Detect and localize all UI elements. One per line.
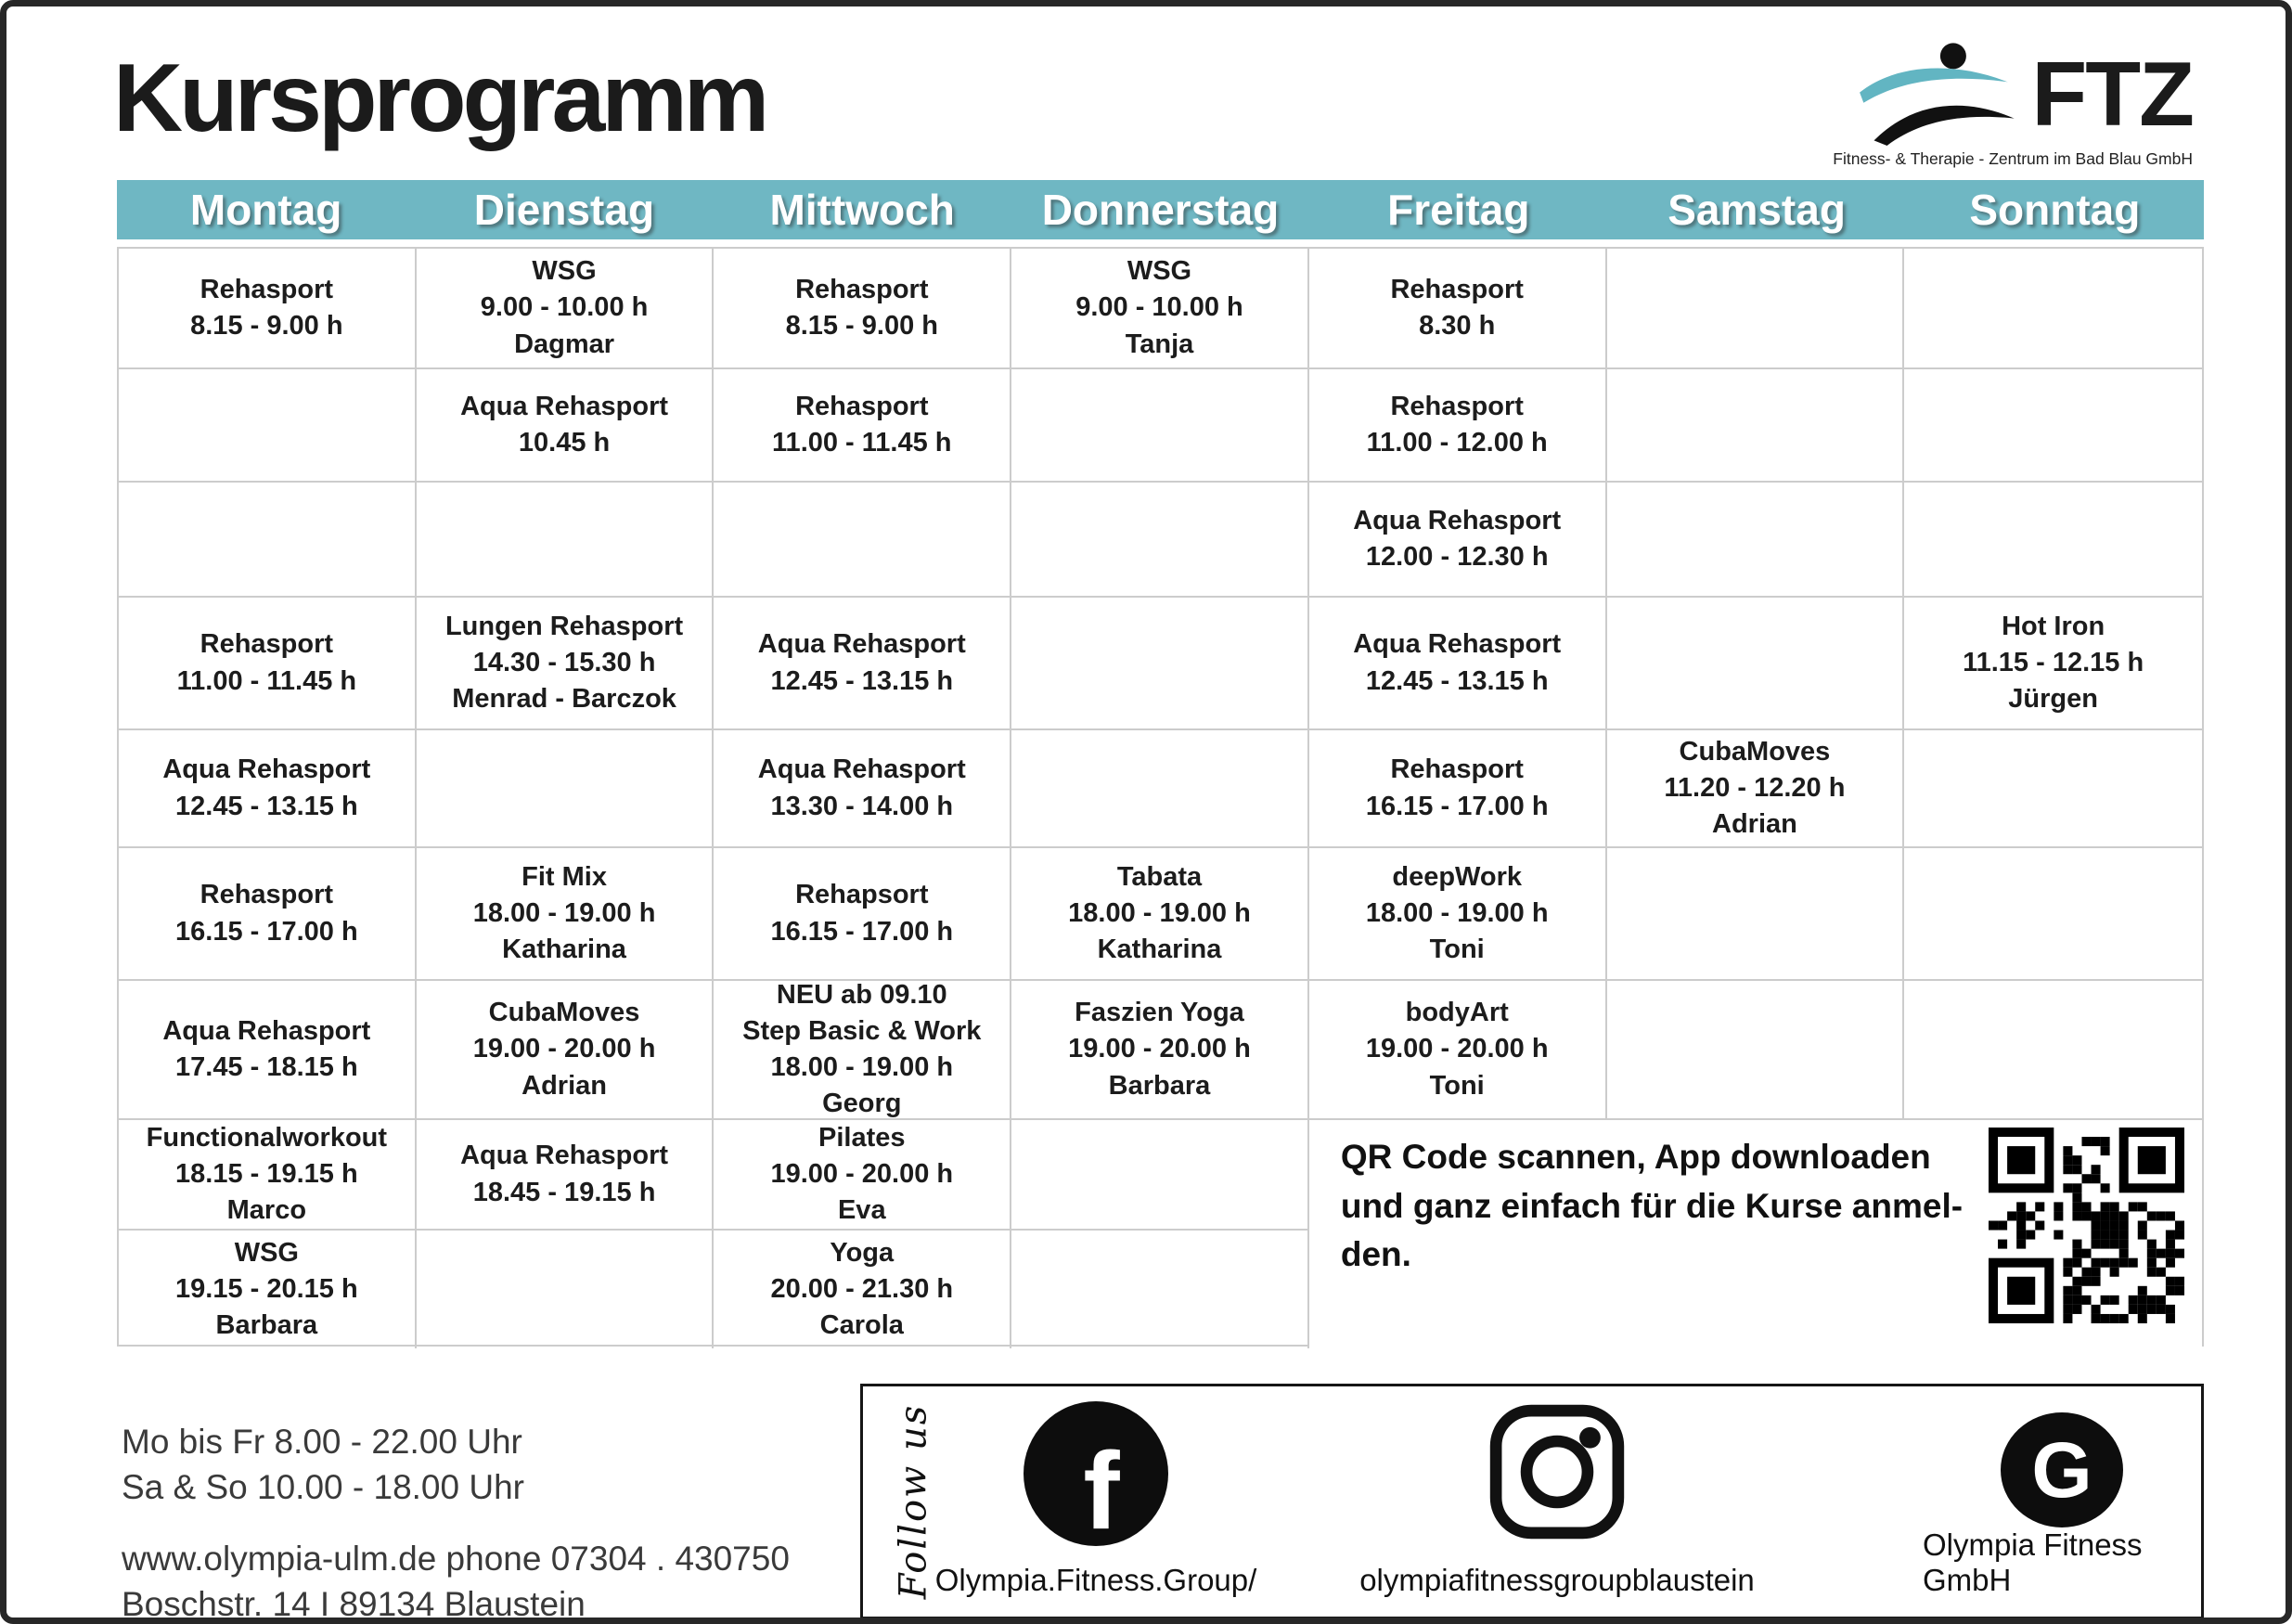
schedule-cell: Rehasport 8.15 - 9.00 h	[714, 249, 1011, 369]
schedule-cell: Aqua Rehasport 12.45 - 13.15 h	[1309, 598, 1607, 730]
schedule-cell	[417, 730, 715, 848]
google-link[interactable]	[1923, 1401, 2201, 1598]
google-label: Olympia Fitness GmbH	[1923, 1527, 2143, 1597]
schedule-cell: Aqua Rehasport 18.45 - 19.15 h	[417, 1120, 715, 1231]
qr-note-line: und ganz einfach für die Kurse anmel-	[1340, 1186, 1964, 1225]
day-donnerstag: Donnerstag	[1041, 186, 1280, 234]
qr-code[interactable]	[1989, 1128, 2184, 1323]
schedule-cell: Aqua Rehasport 12.45 - 13.15 h	[714, 598, 1011, 730]
instagram-icon[interactable]	[1487, 1401, 1628, 1542]
facebook-link[interactable]	[910, 1401, 1281, 1598]
schedule-cell: Aqua Rehasport 12.45 - 13.15 h	[119, 730, 417, 848]
schedule-cell	[1904, 730, 2202, 848]
schedule-cell: Pilates 19.00 - 20.00 h Eva	[714, 1120, 1011, 1231]
schedule-cell: WSG 19.15 - 20.15 h Barbara	[119, 1231, 417, 1348]
day-header-bar	[117, 180, 2204, 239]
schedule-cell: Rehapsort 16.15 - 17.00 h	[714, 848, 1011, 981]
schedule-cell	[1904, 249, 2202, 369]
schedule-cell	[1607, 848, 1905, 981]
day-sonntag: Sonntag	[1969, 186, 2141, 234]
schedule-cell	[1011, 369, 1309, 483]
opening-hours	[122, 1419, 524, 1510]
schedule-cell	[119, 369, 417, 483]
qr-note-line: den.	[1340, 1235, 1411, 1274]
schedule-cell: Rehasport 11.00 - 11.45 h	[714, 369, 1011, 483]
schedule-cell	[119, 483, 417, 598]
day-montag: Montag	[189, 186, 342, 234]
schedule-cell	[1904, 981, 2202, 1120]
ftz-figure-icon	[1853, 42, 2018, 146]
instagram-link[interactable]	[1344, 1401, 1771, 1598]
schedule-cell: Rehasport 8.15 - 9.00 h	[119, 249, 417, 369]
schedule-cell: Yoga 20.00 - 21.30 h Carola	[714, 1231, 1011, 1348]
schedule-cell: Hot Iron 11.15 - 12.15 h Jürgen	[1904, 598, 2202, 730]
schedule-cell	[417, 483, 715, 598]
ftz-logo	[1822, 42, 2193, 169]
schedule-cell	[1011, 1231, 1309, 1348]
schedule-cell	[417, 1231, 715, 1348]
logo-tagline: Fitness- & Therapie - Zentrum im Bad Blau GmbH	[1833, 149, 2193, 168]
schedule-cell	[1607, 249, 1905, 369]
facebook-icon[interactable]: f	[1024, 1401, 1168, 1546]
follow-us-text: Follow us	[892, 1403, 934, 1600]
google-icon[interactable]: G	[2001, 1412, 2123, 1527]
schedule-cell: CubaMoves 19.00 - 20.00 h Adrian	[417, 981, 715, 1120]
hours-weekend: Sa & So 10.00 - 18.00 Uhr	[122, 1468, 524, 1507]
schedule-cell	[1904, 483, 2202, 598]
schedule-cell: bodyArt 19.00 - 20.00 h Toni	[1309, 981, 1607, 1120]
schedule-cell	[1011, 598, 1309, 730]
schedule-cell	[1011, 730, 1309, 848]
hours-weekdays: Mo bis Fr 8.00 - 22.00 Uhr	[122, 1423, 522, 1461]
schedule-cell: Aqua Rehasport 17.45 - 18.15 h	[119, 981, 417, 1120]
schedule-cell	[1607, 369, 1905, 483]
qr-note-line: QR Code scannen, App downloaden	[1340, 1138, 1931, 1176]
schedule-cell: Rehasport 16.15 - 17.00 h	[1309, 730, 1607, 848]
schedule-cell: Rehasport 16.15 - 17.00 h	[119, 848, 417, 981]
day-freitag: Freitag	[1387, 186, 1530, 234]
contact-web-phone: www.olympia-ulm.de phone 07304 . 430750	[122, 1540, 790, 1578]
schedule-grid	[117, 247, 2204, 1347]
schedule-cell: Lungen Rehasport 14.30 - 15.30 h Menrad - Barczok	[417, 598, 715, 730]
facebook-label: Olympia.Fitness.Group/	[934, 1563, 1257, 1597]
schedule-cell: Aqua Rehasport 13.30 - 14.00 h	[714, 730, 1011, 848]
schedule-cell: WSG 9.00 - 10.00 h Tanja	[1011, 249, 1309, 369]
schedule-cell	[1607, 598, 1905, 730]
schedule-cell: CubaMoves 11.20 - 12.20 h Adrian	[1607, 730, 1905, 848]
schedule-cell	[714, 483, 1011, 598]
day-samstag: Samstag	[1667, 186, 1846, 234]
schedule-cell	[1904, 369, 2202, 483]
page-title: Kursprogramm	[113, 45, 766, 152]
schedule-cell: Tabata 18.00 - 19.00 h Katharina	[1011, 848, 1309, 981]
schedule-cell: WSG 9.00 - 10.00 h Dagmar	[417, 249, 715, 369]
day-dienstag: Dienstag	[473, 186, 655, 234]
schedule-cell: Aqua Rehasport 10.45 h	[417, 369, 715, 483]
schedule-cell	[1011, 1120, 1309, 1231]
schedule-cell: Faszien Yoga 19.00 - 20.00 h Barbara	[1011, 981, 1309, 1120]
schedule-cell	[1904, 848, 2202, 981]
schedule-cell: NEU ab 09.10 Step Basic & Work 18.00 - 19.00 h Georg	[714, 981, 1011, 1120]
schedule-cell: Rehasport 11.00 - 12.00 h	[1309, 369, 1607, 483]
schedule-cell: deepWork 18.00 - 19.00 h Toni	[1309, 848, 1607, 981]
schedule-cell	[1607, 483, 1905, 598]
schedule-cell: Rehasport 8.30 h	[1309, 249, 1607, 369]
social-bar	[860, 1384, 2204, 1619]
instagram-label: olympiafitnessgroupblaustein	[1359, 1563, 1755, 1597]
contact-address: Boschstr. 14 I 89134 Blaustein	[122, 1585, 586, 1624]
day-mittwoch: Mittwoch	[769, 186, 955, 234]
schedule-cell	[1011, 483, 1309, 598]
contact-info	[122, 1536, 790, 1624]
schedule-cell: Rehasport 11.00 - 11.45 h	[119, 598, 417, 730]
schedule-cell: Fit Mix 18.00 - 19.00 h Katharina	[417, 848, 715, 981]
schedule-cell: Functionalworkout 18.15 - 19.15 h Marco	[119, 1120, 417, 1231]
qr-section	[1309, 1120, 2202, 1348]
schedule-cell: Aqua Rehasport 12.00 - 12.30 h	[1309, 483, 1607, 598]
schedule-cell	[1607, 981, 1905, 1120]
logo-name: FTZ	[2031, 43, 2193, 145]
